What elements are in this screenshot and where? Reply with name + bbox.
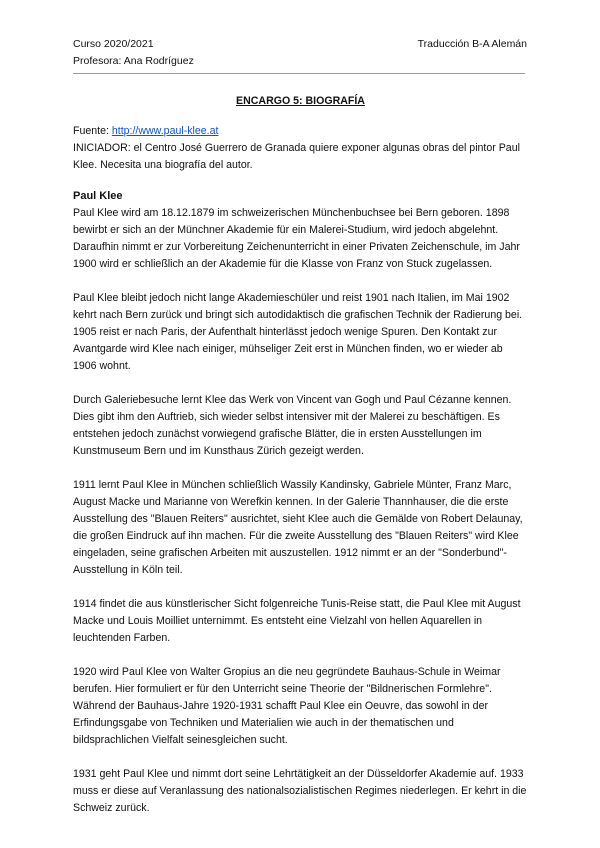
paragraph: 1914 findet die aus künstlerischer Sicht folgenreiche Tunis-Reise statt, die Paul Klee mit August Macke und Louis Moilliet unternimmt. Es entsteht eine Vielzahl von hellen Aquarellen in leuchtenden Farben.: [73, 598, 521, 644]
paragraph: 1931 geht Paul Klee und nimmt dort seine Lehrtätigkeit an der Düsseldorfer Akademie auf. 1933 muss er diese auf Veranlassung des nationalsozialistischen Regimes niederlegen. Er kehrt in die Schweiz zurück.: [73, 768, 527, 814]
paragraph: Durch Galeriebesuche lernt Klee das Werk von Vincent van Gogh und Paul Cézanne kennen. Dies gibt ihm den Auftrieb, sich wieder selbst intensiver mit der Malerei zu beschäftigen. Es entstehen jedoch zunächst vorwiegend grafische Blätter, die in ersten Ausstellungen im Kunstmuseum Bern und im Kunsthaus Zürich gezeigt werden.: [73, 394, 512, 457]
course-label: Curso 2020/2021: [73, 38, 154, 50]
source-label: Fuente:: [73, 125, 112, 137]
teacher-label: Profesora: Ana Rodríguez: [73, 55, 194, 67]
source-line: [73, 123, 528, 140]
paragraph: Paul Klee bleibt jedoch nicht lange Akademieschüler und reist 1901 nach Italien, im Mai 1902 kehrt nach Bern zurück und bringt sich autodidaktisch die grafischen Technik der Radierung bei. 1905 reist er nach Paris, der Aufenthalt hinterlässt jedoch wenige Spuren. Den Kontakt zur Avantgarde wird Klee nach einiger, mühseliger Zeit erst in München finden, wo er wieder ab 1906 wohnt.: [73, 292, 523, 372]
source-link[interactable]: http://www.paul-klee.at: [111, 125, 219, 137]
initiator-text: INICIADOR: el Centro José Guerrero de Granada quiere exponer algunas obras del pintor Paul Klee. Necesita una biografía del autor.: [73, 142, 520, 171]
document-title: ENCARGO 5: BIOGRAFÍA: [236, 95, 365, 107]
paragraph: 1920 wird Paul Klee von Walter Gropius an die neu gegründete Bauhaus-Schule in Weimar berufen. Hier formuliert er für den Unterricht seine Theorie der "Bildnerischen Formlehre". Während der Bauhaus-Jahre 1920-1931 schafft Paul Klee ein Oeuvre, das sowohl in der Erfindungsgabe von Techniken und Materialien wie auch in der thematischen und bildsprachlichen Vielfalt seinesgleichen sucht.: [73, 666, 501, 746]
section-heading: Paul Klee: [73, 190, 123, 202]
paragraph: 1911 lernt Paul Klee in München schließlich Wassily Kandinsky, Gabriele Münter, Franz Marc, August Macke und Marianne von Werefkin kennen. In der Galerie Thannhauser, die die erste Ausstellung des "Blauen Reiters" ausrichtet, sieht Klee auch die Gemälde von Robert Delaunay, die großen Eindruck auf ihn machen. Für die zweite Ausstellung des "Blauen Reiters" wird Klee eingeladen, seine grafischen Arbeiten mit auszustellen. 1912 nimmt er an der "Sonderbund"-Ausstellung in Köln teil.: [73, 479, 523, 576]
page-header: [73, 36, 527, 70]
subject-label: Traducción B-A Alemán: [417, 38, 527, 50]
header-divider: [73, 73, 525, 74]
paragraph: Paul Klee wird am 18.12.1879 im schweizerischen Münchenbuchsee bei Bern geboren. 1898 bewirbt er sich an der Münchner Akademie für ein Malerei-Studium, wird jedoch abgelehnt. Daraufhin nimmt er zur Vorbereitung Zeichenunterricht in einer Privaten Zeichenschule, im Jahr 1900 wird er schließlich an der Akademie für die Klasse von Franz von Stuck zugelassen.: [73, 207, 520, 270]
document-body: [73, 93, 528, 834]
